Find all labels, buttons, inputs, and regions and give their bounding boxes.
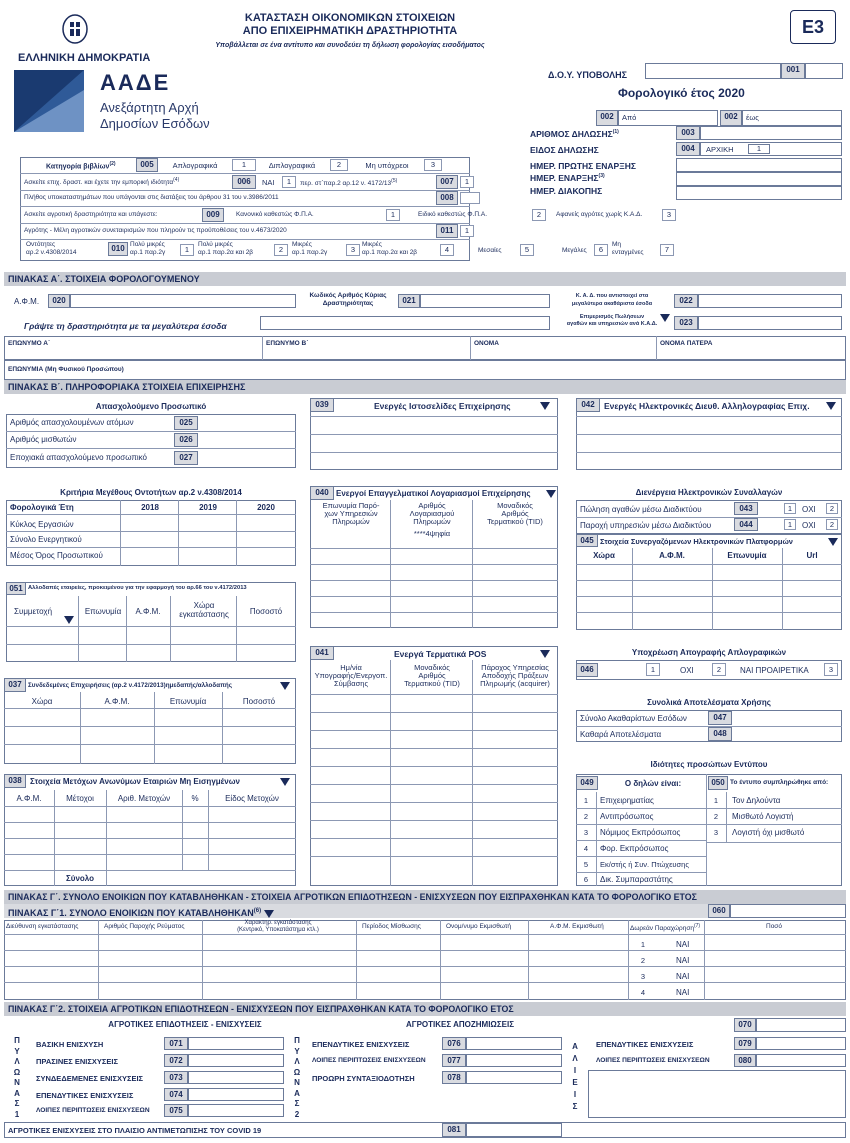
code-026: 026 <box>174 433 198 447</box>
books-single: Απλογραφικά <box>172 161 218 170</box>
pos-col3: Πάροχος Υπηρεσίας Αποδοχής Πράξεων Πληρωμής (acquirer) <box>480 663 550 688</box>
name-label: ΟΝΟΜΑ <box>474 340 499 347</box>
other3-label: ΛΟΙΠΕΣ ΠΕΡΙΠΤΩΣΕΙΣ ΕΝΙΣΧΥΣΕΩΝ <box>596 1057 710 1064</box>
form-subtitle: Υποβάλλεται σε ένα αντίτυπο και συνοδεύει τη δήλωση φορολογίας εισοδήματος <box>215 42 485 49</box>
code-074-input[interactable] <box>188 1088 284 1101</box>
inventory-yes-check[interactable]: 1 <box>646 663 660 676</box>
declarant-label: Ο δηλών είναι: <box>624 779 682 788</box>
father-label: ΟΝΟΜΑ ΠΑΤΕΡΑ <box>660 340 713 347</box>
platforms-company: Επωνυμία <box>727 551 767 560</box>
agri-normal: Κανονικό καθεστώς Φ.Π.Α. <box>236 211 314 218</box>
year-2018: 2018 <box>141 503 159 512</box>
trade-case: περ. στ΄παρ.2 αρ.12 ν. 4172/13$^{(5)}$ <box>300 178 398 188</box>
fill2[interactable]: Μισθωτό Λογιστή <box>732 812 794 821</box>
pillar1-letter: Υ <box>14 1046 20 1056</box>
coop-label: Αγρότης - Μέλη αγροτικών συνεταιρισμών που πληρούν τις προϋποθέσεις του ν.4673/2020 <box>24 227 287 234</box>
code-049: 049 <box>576 776 598 790</box>
fish-letter: Α <box>572 1042 578 1051</box>
websites-title: Ενεργές Ιστοσελίδες Επιχείρησης <box>374 401 511 411</box>
pillar2-letter: Ν <box>294 1078 300 1087</box>
foreign-frame <box>6 582 296 662</box>
ecom-goods-no-check[interactable]: 2 <box>826 503 838 514</box>
code-002a: 002 <box>596 110 618 126</box>
books-none-check[interactable]: 3 <box>424 159 442 171</box>
bank-col2: Αριθμός Λογαριασμού Πληρωμών ****4ψηφία <box>409 501 455 538</box>
code-005: 005 <box>136 158 158 172</box>
invest1-label: ΕΠΕΝΔΥΤΙΚΕΣ ΕΝΙΣΧΥΣΕΙΣ <box>36 1091 134 1100</box>
code-038: 038 <box>4 774 26 788</box>
books-single-check[interactable]: 1 <box>232 159 256 171</box>
company-name-row[interactable] <box>4 360 846 380</box>
sh-type: Είδος Μετοχών <box>225 794 279 803</box>
sh-afm: Α.Φ.Μ. <box>16 794 42 803</box>
pillar2-letter: Α <box>294 1088 300 1098</box>
ecom-goods: Πώληση αγαθών μέσω Διαδικτύου <box>580 505 702 514</box>
foreign-country: Χώρα εγκατάστασης <box>179 601 229 619</box>
fill1-num: 1 <box>713 796 719 805</box>
authority-line1: Ανεξάρτητη Αρχή <box>100 100 199 115</box>
code-081-input[interactable] <box>466 1123 562 1137</box>
code-078: 078 <box>442 1071 466 1084</box>
pillar1-letter: 1 <box>14 1109 20 1119</box>
inventory-optional: ΝΑΙ ΠΡΟΑΙΡΕΤΙΚΑ <box>740 666 809 675</box>
code-009: 009 <box>202 208 224 222</box>
pillar1-letter: Α <box>14 1088 20 1098</box>
agri-special: Ειδικό καθεστώς Φ.Π.Α. <box>418 211 488 218</box>
role6-num: 6 <box>583 875 589 884</box>
inventory-no-check[interactable]: 2 <box>712 663 726 676</box>
pos-col1: Ημ/νία Υπογραφής/Ενεργοπ. Σύμβασης <box>314 663 388 688</box>
ent-2: Πολύ μικρές αρ.1 παρ.2α και 2β <box>198 241 254 256</box>
doy-input[interactable] <box>645 63 781 79</box>
code-021: 021 <box>398 294 420 308</box>
sh-total-label: Σύνολο <box>66 874 95 883</box>
rent-col-addr: Διεύθυνση εγκατάστασης <box>6 923 79 930</box>
sales-split-dropdown-icon[interactable] <box>660 314 670 322</box>
related-percent: Ποσοστό <box>242 697 276 706</box>
fill3[interactable]: Λογιστή όχι μισθωτό <box>732 828 805 837</box>
code-027: 027 <box>174 451 198 465</box>
ent-6-check[interactable]: 6 <box>594 244 608 256</box>
platforms-frame <box>576 534 842 630</box>
ent-1-check[interactable]: 1 <box>180 244 194 256</box>
tax-year: Φορολογικό έτος 2020 <box>618 86 745 100</box>
form-title-line2: ΑΠΟ ΕΠΙΧΕΙΡΗΜΑΤΙΚΗ ΔΡΑΣΤΗΡΙΟΤΗΤΑ <box>242 25 458 37</box>
ent-1: Πολύ μικρές αρ.1 παρ.2γ <box>130 241 166 256</box>
ent-5: Μεσαίες <box>478 247 502 254</box>
ecom-title: Διενέργεια Ηλεκτρονικών Συναλλαγών <box>635 488 783 497</box>
fish-letter: Ι <box>573 1090 577 1099</box>
start-label: ΗΜΕΡ. ΕΝΑΡΞΗΣ$^{(3)}$ <box>530 173 605 183</box>
bank-dropdown-icon[interactable] <box>546 490 556 498</box>
doy-label: Δ.Ο.Υ. ΥΠΟΒΟΛΗΣ <box>548 70 627 80</box>
rent-row-number: 2 <box>640 956 646 965</box>
gross-label: Σύνολο Ακαθαρίστων Εσόδων <box>580 714 687 723</box>
rent-col-meter: Αριθμός Παροχής Ρεύματος <box>104 923 185 930</box>
code-060-input[interactable] <box>730 904 846 918</box>
pillar1-letter: Λ <box>14 1057 20 1066</box>
websites-dropdown-icon[interactable] <box>540 402 550 410</box>
code-039: 039 <box>310 398 334 412</box>
pos-title: Ενεργά Τερματικά POS <box>394 649 487 659</box>
afm-input[interactable] <box>70 294 296 308</box>
code-070: 070 <box>734 1018 756 1032</box>
code-001-input[interactable] <box>805 63 843 79</box>
role6[interactable]: Δικ. Συμπαραστάτης <box>600 875 673 884</box>
platforms-afm: Α.Φ.Μ. <box>659 551 685 560</box>
fiscal-years-label: Φορολογικά Έτη <box>10 503 74 512</box>
code-020: 020 <box>48 294 70 308</box>
code-075: 075 <box>164 1104 188 1117</box>
rent-row-free-yes[interactable]: ΝΑΙ <box>676 972 690 981</box>
foreign-participation: Συμμετοχή <box>14 607 53 616</box>
code-074: 074 <box>164 1088 188 1101</box>
authority-short: ΑΑΔΕ <box>100 70 171 95</box>
code-010: 010 <box>108 242 128 256</box>
decl-type-initial-num: 1 <box>748 144 770 154</box>
foreign-title: Αλλοδαπές εταιρείες, προκειμένου για την εφαρμογή του αρ.66 του ν.4172/2013 <box>28 585 247 591</box>
table-c1-dropdown-icon[interactable] <box>264 910 274 918</box>
pillar2-letter: Λ <box>294 1057 300 1066</box>
entity-label2: αρ.2 ν.4308/2014 <box>26 249 77 256</box>
period-to-label: έως <box>746 113 759 122</box>
pos-dropdown-icon[interactable] <box>540 650 550 658</box>
code-073-input[interactable] <box>188 1071 284 1084</box>
ecom-goods-yes-check[interactable]: 1 <box>784 503 796 514</box>
turnover-label: Κύκλος Εργασιών <box>10 520 74 529</box>
role2[interactable]: Αντιπρόσωπος <box>600 812 654 821</box>
rent-row-free-yes[interactable]: ΝΑΙ <box>676 940 690 949</box>
role4-num: 4 <box>583 844 589 853</box>
sales-split-input[interactable] <box>698 316 842 330</box>
role1-num: 1 <box>583 796 589 805</box>
table-c1-title: ΠΙΝΑΚΑΣ Γ΄1. ΣΥΝΟΛΟ ΕΝΟΙΚΙΩΝ ΠΟΥ ΚΑΤΑΒΛΗΘΗΚΑΝ$^{(6)}$ <box>4 904 708 918</box>
role5-num: 5 <box>583 860 589 869</box>
code-071: 071 <box>164 1037 188 1050</box>
pillar1-letter: Σ <box>14 1099 20 1108</box>
code-075-input[interactable] <box>188 1104 284 1117</box>
fisheries-notes <box>588 1070 846 1118</box>
pillar2-letter: Ω <box>293 1067 301 1077</box>
fill1[interactable]: Τον Δηλούντα <box>732 796 781 805</box>
invest2-label: ΕΠΕΝΔΥΤΙΚΕΣ ΕΝΙΣΧΥΣΕΙΣ <box>312 1040 410 1049</box>
trade-yes-check[interactable]: 1 <box>282 176 296 188</box>
decl-type-initial: ΑΡΧΙΚΗ <box>706 145 734 154</box>
code-007-check[interactable]: 1 <box>460 176 474 188</box>
coupled-label: ΣΥΝΔΕΔΕΜΕΝΕΣ ΕΝΙΣΧΥΣΕΙΣ <box>36 1074 144 1083</box>
form-code-badge: Ε3 <box>790 10 836 44</box>
emblem-icon <box>62 14 88 44</box>
code-040: 040 <box>310 486 334 500</box>
agri-subsidies-title: ΑΓΡΟΤΙΚΕΣ ΕΠΙΔΟΤΗΣΕΙΣ - ΕΝΙΣΧΥΣΕΙΣ <box>108 1020 262 1029</box>
code-071-input[interactable] <box>188 1037 284 1050</box>
books-label: Κατηγορία βιβλίων$^{(2)}$ <box>46 161 116 171</box>
code-008: 008 <box>436 191 458 205</box>
code-004: 004 <box>676 142 700 156</box>
table-c2-title: ΠΙΝΑΚΑΣ Γ΄2. ΣΤΟΙΧΕΙΑ ΑΓΡΟΤΙΚΩΝ ΕΠΙΔΟΤΗΣΕΩΝ - ΕΝΙΣΧΥΣΕΩΝ ΠΟΥ ΕΙΣΠΡΑΧΘΗΚΑΝ ΚΑΤΑ ΤΟ ΦΟΡΟΛΟΓΙΚΟ ΕΤΟΣ <box>4 1002 846 1016</box>
fish-letter: Ε <box>572 1078 578 1087</box>
ent-3: Μικρές αρ.1 παρ.2γ <box>292 241 328 256</box>
platforms-title: Στοιχεία Συνεργαζόμενων Ηλεκτρονικών Πλατφορμών <box>600 537 793 546</box>
activity-label: Γράψτε τη δραστηριότητα με τα μεγαλύτερα έσοδα <box>24 321 227 331</box>
code-077-input[interactable] <box>466 1054 562 1067</box>
kad-main-input[interactable] <box>420 294 550 308</box>
kad-high-label: Κ. Α. Δ. που αντιστοιχεί στα μεγαλύτερα ακαθάριστα έσοδα <box>571 293 653 307</box>
role4[interactable]: Φορ. Εκπρόσωπος <box>600 844 669 853</box>
code-042: 042 <box>576 398 600 412</box>
code-073: 073 <box>164 1071 188 1084</box>
surname-b-label: ΕΠΩΝΥΜΟ Β΄ <box>266 340 309 347</box>
kad-high-input[interactable] <box>698 294 842 308</box>
ent-2-check[interactable]: 2 <box>274 244 288 256</box>
foreign-afm: Α.Φ.Μ. <box>135 607 161 616</box>
rent-col-period: Περίοδος Μίσθωσης <box>362 923 421 930</box>
entity-label1: Οντότητες <box>26 241 56 248</box>
related-dropdown-icon[interactable] <box>280 682 290 690</box>
code-023: 023 <box>674 316 698 330</box>
ent-5-check[interactable]: 5 <box>520 244 534 256</box>
avg-staff-label: Μέσος Όρος Προσωπικού <box>10 551 103 560</box>
ecom-goods-no: ΟΧΙ <box>802 505 816 514</box>
authority-line2: Δημοσίων Εσόδων <box>100 116 210 131</box>
code-077: 077 <box>442 1054 466 1067</box>
ent-3-check[interactable]: 3 <box>346 244 360 256</box>
decl-number-label: ΑΡΙΘΜΟΣ ΔΗΛΩΣΗΣ$^{(1)}$ <box>530 129 619 139</box>
pillar1-letter: Ν <box>14 1078 20 1087</box>
staff-branches-label: Πλήθος υποκαταστημάτων που υπάγονται στις διατάξεις του άρθρου 31 του ν.3986/2011 <box>24 194 279 201</box>
role1[interactable]: Επιχειρηματίας <box>600 796 654 805</box>
rent-col-char: Χαρακτηρ. εγκατάστασης (Κεντρικό, Υποκατάστημα κτλ.) <box>237 920 319 933</box>
agri-exempt: Αφανείς αγρότες χωρίς Κ.Α.Δ. <box>556 211 643 218</box>
code-037: 037 <box>4 678 26 692</box>
platforms-url: Url <box>806 551 818 560</box>
code-025: 025 <box>174 416 198 430</box>
country-name: ΕΛΛΗΝΙΚΗ ΔΗΜΟΚΡΑΤΙΑ <box>18 52 151 64</box>
staff-title: Απασχολούμενο Προσωπικό <box>95 402 207 411</box>
agri-comp-title: ΑΓΡΟΤΙΚΕΣ ΑΠΟΖΗΜΙΩΣΕΙΣ <box>406 1020 514 1029</box>
first-start-label: ΗΜΕΡ. ΠΡΩΤΗΣ ΕΝΑΡΞΗΣ <box>530 161 636 171</box>
pillar2-letter: Υ <box>294 1046 300 1056</box>
related-title: Συνδεδεμένες Επιχειρήσεις (αρ.2 ν.4172/2013)ημεδαπής/αλλοδαπής <box>28 682 233 689</box>
form-persons-title: Ιδιότητες προσώπων Εντύπου <box>650 760 768 769</box>
rent-col-amount: Ποσό <box>766 923 782 930</box>
pillar2-letter: Π <box>294 1036 300 1045</box>
invest3-label: ΕΠΕΝΔΥΤΙΚΕΣ ΕΝΙΣΧΥΣΕΙΣ <box>596 1040 694 1049</box>
trade-yes: ΝΑΙ <box>262 178 275 187</box>
shareholders-title: Στοιχεία Μετόχων Ανωνύμων Εταιριών Μη Εισηγμένων <box>30 777 240 786</box>
agri-exempt-check[interactable]: 3 <box>662 209 676 221</box>
inventory-no: ΟΧΙ <box>680 666 694 675</box>
rent-row-free-yes[interactable]: ΝΑΙ <box>676 988 690 997</box>
code-006: 006 <box>232 175 256 189</box>
emails-title: Ενεργές Ηλεκτρονικές Διευθ. Αλληλογραφίας Επιχ. <box>604 401 810 411</box>
table-c-title: ΠΙΝΑΚΑΣ Γ΄. ΣΥΝΟΛΟ ΕΝΟΙΚΙΩΝ ΠΟΥ ΚΑΤΑΒΛΗΘΗΚΑΝ - ΣΤΟΙΧΕΙΑ ΑΓΡΟΤΙΚΩΝ ΕΠΙΔΟΤΗΣΕΩΝ - ΕΝΙΣΧΥΣΕΩΝ ΠΟΥ ΕΙΣΠΡΑΧΘΗΚΑΝ ΚΑΤΑ ΤΟ ΦΟΡΟΛΟΓΙΚΟ ΕΤΟΣ <box>4 890 846 904</box>
seasonal-staff: Εποχιακά απασχολούμενο προσωπικό <box>10 453 147 462</box>
cessation-label: ΗΜΕΡ. ΔΙΑΚΟΠΗΣ <box>530 186 603 196</box>
code-046: 046 <box>576 663 598 677</box>
aade-logo <box>14 70 84 132</box>
other1-label: ΛΟΙΠΕΣ ΠΕΡΙΠΤΩΣΕΙΣ ΕΝΙΣΧΥΣΕΩΝ <box>36 1107 150 1114</box>
inventory-title: Υποχρέωση Απογραφής Απλογραφικών <box>631 648 787 657</box>
code-003: 003 <box>676 126 700 140</box>
code-044: 044 <box>734 518 758 531</box>
year-2020: 2020 <box>257 503 275 512</box>
basic-label: ΒΑΣΙΚΗ ΕΝΙΣΧΥΣΗ <box>36 1040 104 1049</box>
shareholders-dropdown-icon[interactable] <box>280 778 290 786</box>
books-double-check[interactable]: 2 <box>330 159 348 171</box>
code-048: 048 <box>708 727 732 741</box>
ent-4-check[interactable]: 4 <box>440 244 454 256</box>
foreign-percent: Ποσοστό <box>249 607 283 616</box>
role3-num: 3 <box>583 828 589 837</box>
surname-a-label: ΕΠΩΝΥΜΟ Α΄ <box>8 340 51 347</box>
fish-letter: Λ <box>572 1054 578 1063</box>
fill3-num: 3 <box>713 828 719 837</box>
code-047: 047 <box>708 711 732 725</box>
fish-letter: Ι <box>573 1066 577 1075</box>
code-080-input[interactable] <box>756 1054 846 1067</box>
sh-holders: Μέτοχοι <box>66 794 94 803</box>
role2-num: 2 <box>583 812 589 821</box>
books-double: Διπλογραφικά <box>268 161 316 170</box>
code-081: 081 <box>442 1123 466 1137</box>
ecom-services-yes-check[interactable]: 1 <box>784 519 796 530</box>
decl-number-input[interactable] <box>700 126 842 140</box>
decl-type-label: ΕΙΔΟΣ ΔΗΛΩΣΗΣ <box>530 145 599 155</box>
table-a-title: ΠΙΝΑΚΑΣ Α΄. ΣΤΟΙΧΕΙΑ ΦΟΡΟΛΟΓΟΥΜΕΝΟΥ <box>4 272 846 286</box>
role5[interactable]: Εκ/στής ή Συν. Πτώχευσης <box>600 860 689 869</box>
code-011: 011 <box>436 224 458 238</box>
related-country: Χώρα <box>31 697 53 706</box>
trade-label: Ασκείτε επιχ. δραστ. και έχετε την εμπορική ιδιότητα$^{(4)}$ <box>24 177 180 187</box>
other2-label: ΛΟΙΠΕΣ ΠΕΡΙΠΤΩΣΕΙΣ ΕΝΙΣΧΥΣΕΩΝ <box>312 1057 426 1064</box>
code-060: 060 <box>708 904 730 918</box>
ent-7: Μη ενταγμένες <box>612 241 644 256</box>
pillar2-letter: Σ <box>294 1099 300 1108</box>
staff-count: Αριθμός απασχολουμένων ατόμων <box>10 418 134 427</box>
cessation-input[interactable] <box>676 186 842 200</box>
code-002b: 002 <box>720 110 742 126</box>
books-none: Μη υπόχρεοι <box>365 161 409 170</box>
company-name-label: ΕΠΩΝΥΜΙΑ (Μη Φυσικού Προσώπου) <box>8 366 124 373</box>
agri-special-check[interactable]: 2 <box>532 209 546 221</box>
table-b-title: ΠΙΝΑΚΑΣ Β΄. ΠΛΗΡΟΦΟΡΙΑΚΑ ΣΤΟΙΧΕΙΑ ΕΠΙΧΕΙΡΗΣΗΣ <box>4 380 846 394</box>
agri-normal-check[interactable]: 1 <box>386 209 400 221</box>
foreign-company: Επωνυμία <box>84 607 122 616</box>
code-022: 022 <box>674 294 698 308</box>
assets-label: Σύνολο Ενεργητικού <box>10 535 82 544</box>
code-079-input[interactable] <box>756 1037 846 1050</box>
sales-split-label: Επιμερισμός Πωλήσεων αγαθών και υπηρεσιών ανά Κ.Α.Δ. <box>566 314 658 327</box>
ecom-services-no: ΟΧΙ <box>802 521 816 530</box>
code-041: 041 <box>310 646 334 660</box>
related-company: Επωνυμία <box>169 697 207 706</box>
ecom-services-no-check[interactable]: 2 <box>826 519 838 530</box>
activity-input[interactable] <box>260 316 550 330</box>
ent-6: Μεγάλες <box>562 247 587 254</box>
rent-col-free: Δωρεάν Παραχώρηση$^{(7)}$ <box>630 923 701 933</box>
first-start-input[interactable] <box>676 158 842 172</box>
results-title: Συνολικά Αποτελέσματα Χρήσης <box>647 698 771 707</box>
platforms-country: Χώρα <box>593 551 615 560</box>
pillar1-letter: Π <box>14 1036 20 1045</box>
rent-table <box>4 920 846 1000</box>
coop-check[interactable]: 1 <box>460 225 474 237</box>
early-label: ΠΡΟΩΡΗ ΣΥΝΤΑΞΙΟΔΟΤΗΣΗ <box>312 1074 415 1083</box>
ecom-services: Παροχή υπηρεσιών μέσω Διαδικτύου <box>580 521 712 530</box>
related-afm: Α.Φ.Μ. <box>104 697 130 706</box>
rent-row-free-yes[interactable]: ΝΑΙ <box>676 956 690 965</box>
year-2019: 2019 <box>199 503 217 512</box>
pos-col2: Μοναδικός Αριθμός Τερματικού (TID) <box>404 663 460 688</box>
sh-shares: Αριθ. Μετοχών <box>117 794 171 803</box>
afm-label: Α.Φ.Μ. <box>14 297 40 306</box>
rent-row-number: 1 <box>640 940 646 949</box>
code-007: 007 <box>436 175 458 189</box>
ent-7-check[interactable]: 7 <box>660 244 674 256</box>
wage-count: Αριθμός μισθωτών <box>10 435 77 444</box>
sh-pct: % <box>191 794 199 803</box>
size-title: Κριτήρια Μεγέθους Οντοτήτων αρ.2 ν.4308/2014 <box>60 488 242 497</box>
code-079: 079 <box>734 1037 756 1050</box>
code-078-input[interactable] <box>466 1071 562 1084</box>
code-080: 080 <box>734 1054 756 1067</box>
bank-col1: Επωνυμία Παρό- χων Υπηρεσιών Πληρωμών <box>322 501 380 526</box>
green-label: ΠΡΑΣΙΝΕΣ ΕΝΙΣΧΥΣΕΙΣ <box>36 1057 118 1066</box>
kad-main-label: Κωδικός Αριθμός Κύριας Δραστηριότητας <box>309 292 387 307</box>
code-045: 045 <box>576 534 598 547</box>
names-row <box>4 336 846 360</box>
code-070-input[interactable] <box>756 1018 846 1032</box>
code-076-input[interactable] <box>466 1037 562 1050</box>
rent-col-lessor: Ονομ/νυμο Εκμισθωτή <box>446 923 512 930</box>
covid-label: ΑΓΡΟΤΙΚΕΣ ΕΝΙΣΧΥΣΕΙΣ ΣΤΟ ΠΛΑΙΣΙΟ ΑΝΤΙΜΕΤΩΠΙΣΗΣ ΤΟΥ COVID 19 <box>8 1126 262 1135</box>
filled-by-label: Το έντυπο συμπληρώθηκε από: <box>730 779 829 786</box>
net-label: Καθαρά Αποτελέσματα <box>580 730 662 739</box>
platforms-dropdown-icon[interactable] <box>828 538 838 546</box>
inventory-optional-check[interactable]: 3 <box>824 663 838 676</box>
related-frame <box>4 678 296 764</box>
code-072-input[interactable] <box>188 1054 284 1067</box>
pillar1-letter: Ω <box>13 1067 21 1077</box>
foreign-dropdown-icon[interactable] <box>64 616 74 624</box>
code-072: 072 <box>164 1054 188 1067</box>
rent-row-number: 3 <box>640 972 646 981</box>
ent-4: Μικρές αρ.1 παρ.2α και 2β <box>362 241 418 256</box>
period-from-label: Από <box>622 113 637 122</box>
code-076: 076 <box>442 1037 466 1050</box>
fill2-num: 2 <box>713 812 719 821</box>
role3[interactable]: Νόμιμος Εκπρόσωπος <box>600 828 681 837</box>
code-050: 050 <box>708 776 728 790</box>
code-043: 043 <box>734 502 758 515</box>
bank-title: Ενεργοί Επαγγελματικοί Λογαριασμοί Επιχείρησης <box>336 489 531 498</box>
pillar2-letter: 2 <box>294 1109 300 1119</box>
rent-col-afm: Α.Φ.Μ. Εκμισθωτή <box>550 923 604 930</box>
start-input[interactable] <box>676 172 842 186</box>
code-008-input[interactable] <box>460 192 480 204</box>
bank-col3: Μοναδικός Αριθμός Τερματικού (TID) <box>487 501 543 526</box>
emails-dropdown-icon[interactable] <box>826 402 836 410</box>
rent-row-number: 4 <box>640 988 646 997</box>
code-051: 051 <box>6 582 26 595</box>
code-001: 001 <box>781 63 805 79</box>
agri-label: Ασκείτε αγροτική δραστηριότητα και υπάγεστε: <box>24 211 158 218</box>
fish-letter: Σ <box>572 1102 578 1111</box>
form-title-line1: ΚΑΤΑΣΤΑΣΗ ΟΙΚΟΝΟΜΙΚΩΝ ΣΤΟΙΧΕΙΩΝ <box>244 12 456 24</box>
